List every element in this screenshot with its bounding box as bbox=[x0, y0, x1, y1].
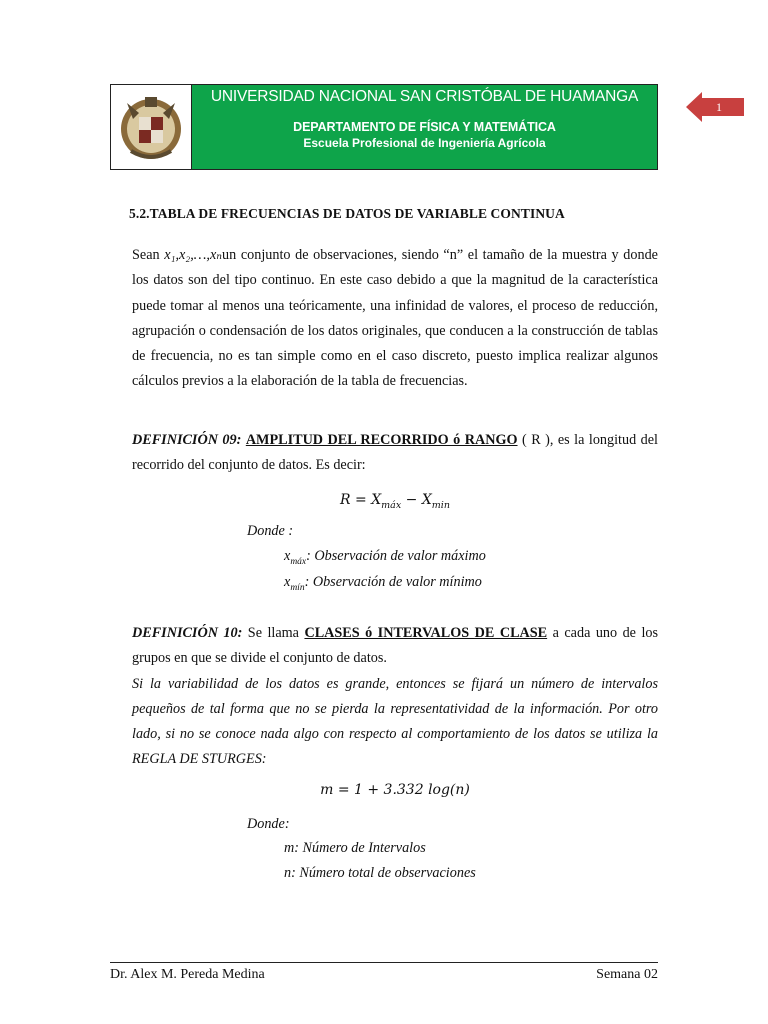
intro-vars: x₁,x₂,…,xₙ bbox=[164, 247, 222, 263]
footer-author: Dr. Alex M. Pereda Medina bbox=[110, 967, 265, 982]
section-title: 5.2.TABLA DE FRECUENCIAS DE DATOS DE VARIABLE CONTINUA bbox=[129, 206, 565, 221]
definition-10 bbox=[132, 621, 658, 773]
def09-term: AMPLITUD DEL RECORRIDO ó RANGO bbox=[245, 432, 518, 448]
item-min-var: x bbox=[284, 574, 291, 590]
intro-lead: Sean bbox=[132, 247, 165, 263]
def09-item-min bbox=[284, 574, 482, 593]
logo-cell bbox=[111, 85, 192, 169]
range-formula-mid: − X bbox=[401, 492, 432, 508]
item-min-text: : Observación de valor mínimo bbox=[304, 574, 482, 590]
donde-label-2: Donde: bbox=[247, 816, 290, 832]
range-formula-sub-max: máx bbox=[381, 499, 402, 511]
university-crest-icon bbox=[117, 91, 185, 163]
def10-italic: Si la variabilidad de los datos es grande, entonces se fijará un número de intervalos pequeños de tal forma que no se pierda la representatividad de la información. Por otro lado, si no se conoce nada algo con respecto al comportamiento de los datos se utiliza la REGLA DE STURGES: bbox=[132, 675, 658, 768]
def09-item-max bbox=[284, 548, 486, 567]
page-number-badge bbox=[686, 92, 744, 122]
item-max-sub: máx bbox=[290, 556, 307, 567]
page-number: 1 bbox=[716, 100, 722, 114]
def09-label: DEFINICIÓN 09: bbox=[132, 432, 242, 448]
intro-text: un conjunto de observaciones, siendo “n” el tamaño de la muestra y donde los datos son del tipo continuo. En este caso debido a que la magnitud de la característica puede tomar al menos una teóricamente, una infinidad de valores, el proceso de reducción, agrupación o condensación de los datos originales, que conducen a la construcción de tablas de frecuencia, no es tan simple como en el caso discreto, puesto implica realizar algunos cálculos previos a la elaboración de la tabla de frecuencias. bbox=[132, 247, 658, 390]
range-formula-lhs: R = X bbox=[340, 492, 382, 508]
definition-09 bbox=[132, 428, 658, 479]
item-min-sub: mín bbox=[290, 582, 305, 593]
def10-post: a cada uno de los grupos en que se divide el conjunto de datos. bbox=[132, 625, 659, 667]
department-name: DEPARTAMENTO DE FÍSICA Y MATEMÁTICA bbox=[293, 120, 556, 134]
document-header bbox=[110, 84, 658, 170]
def10-item-n: n: Número total de observaciones bbox=[284, 865, 476, 881]
header-banner bbox=[192, 85, 657, 169]
footer-week: Semana 02 bbox=[596, 967, 658, 982]
range-formula-sub-min: min bbox=[431, 499, 450, 511]
item-max-text: : Observación de valor máximo bbox=[306, 548, 486, 564]
range-formula bbox=[132, 492, 658, 511]
school-name: Escuela Profesional de Ingeniería Agrícola bbox=[303, 136, 546, 150]
def10-item-m: m: Número de Intervalos bbox=[284, 840, 426, 856]
intro-paragraph bbox=[132, 243, 658, 395]
page-footer bbox=[110, 962, 658, 983]
def10-label: DEFINICIÓN 10: bbox=[132, 625, 243, 641]
item-max-var: x bbox=[284, 548, 291, 564]
university-name: UNIVERSIDAD NACIONAL SAN CRISTÓBAL DE HUAMANGA bbox=[210, 88, 639, 105]
donde-label-1: Donde : bbox=[247, 523, 294, 539]
def09-text: ( R ), es la longitud del recorrido del conjunto de datos. Es decir: bbox=[132, 432, 658, 474]
sturges-formula: m = 1 + 3.332 log(n) bbox=[320, 782, 470, 798]
def10-term: CLASES ó INTERVALOS DE CLASE bbox=[304, 625, 548, 641]
def10-pre: Se llama bbox=[242, 625, 305, 641]
